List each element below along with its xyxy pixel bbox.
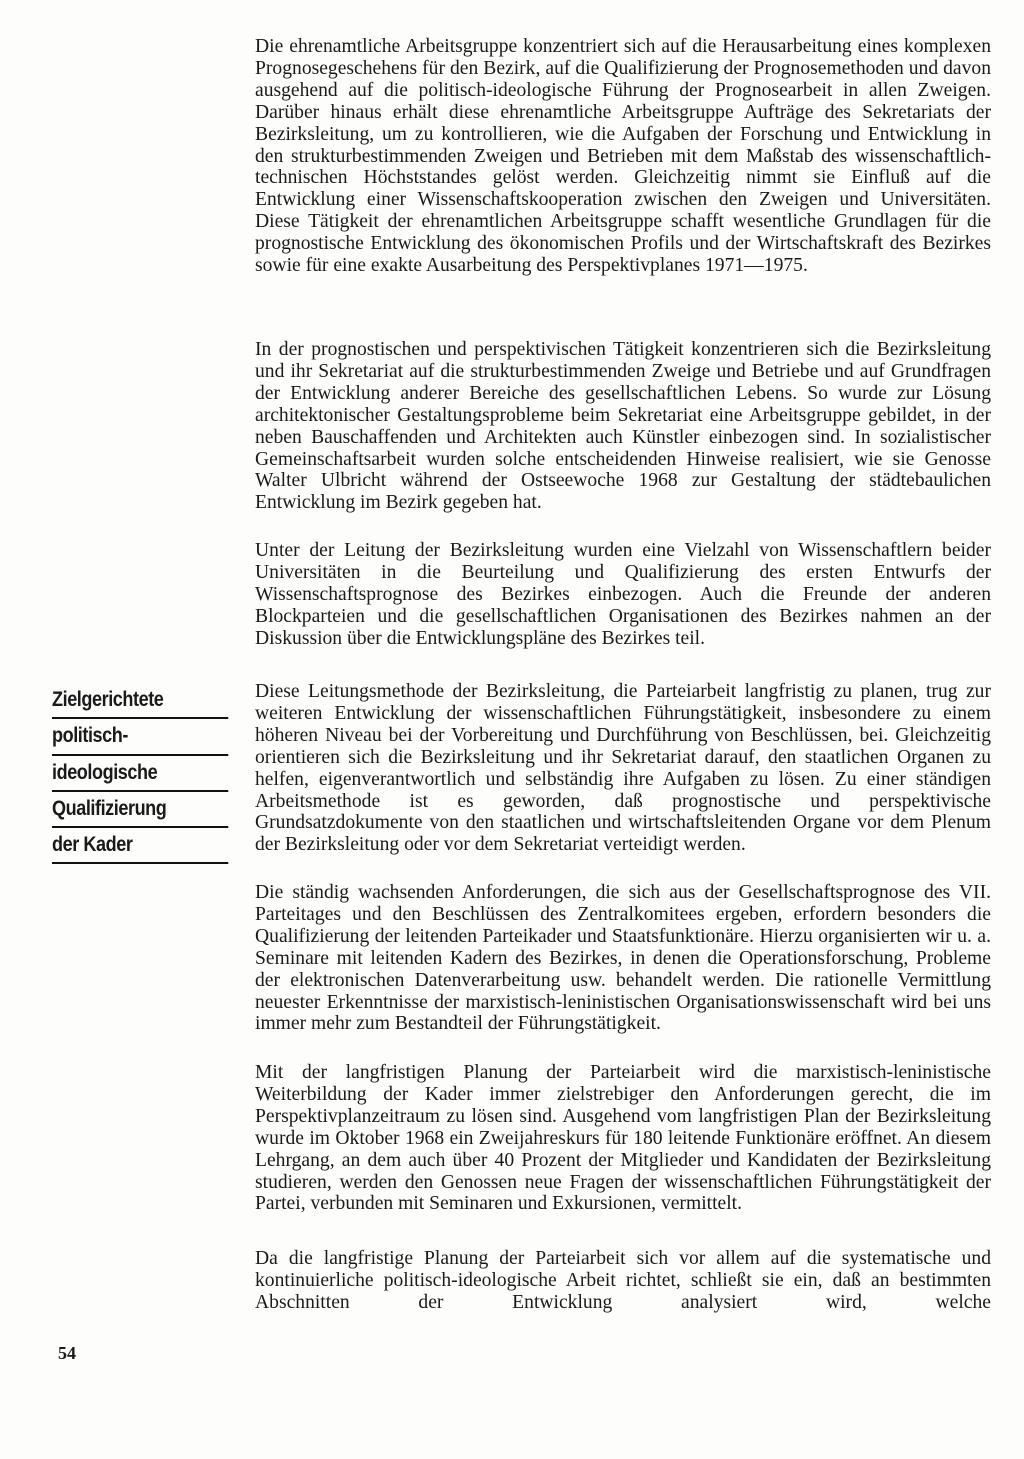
paragraph-6-block	[255, 1062, 991, 1215]
margin-heading-line-2: politisch-	[52, 719, 228, 755]
margin-heading	[52, 683, 232, 864]
paragraph-4-block	[255, 681, 991, 856]
paragraph-7-block	[255, 1248, 991, 1314]
paragraph-1-block	[255, 36, 991, 277]
paragraph-4: Diese Leitungsmethode der Bezirksleitung, die Parteiarbeit langfristig zu planen, trug zur weiteren Entwicklung der wissenschaftlichen Führungstätigkeit, insbesondere zu einem höheren Niveau bei der Vorbereitung und Durchführung von Beschlüssen, bei. Gleichzeitig orientieren sich die Bezirksleitung und ihr Sekretariat darauf, den staatlichen Organen zu helfen, eigenverantwortlich und selbständig ihre Aufgaben zu lösen. Zu einer ständigen Arbeitsmethode ist es geworden, daß prognostische und perspektivische Grundsatzdokumente von den staatlichen und wirtschaftsleitenden Organe vor dem Plenum der Bezirksleitung oder vor dem Sekretariat verteidigt werden.	[255, 681, 991, 856]
paragraph-5-block	[255, 882, 991, 1035]
margin-heading-line-3: ideologische	[52, 756, 228, 792]
paragraph-2-block	[255, 339, 991, 514]
margin-heading-line-5: der Kader	[52, 828, 228, 864]
paragraph-2: In der prognostischen und perspektivischen Tätigkeit konzentrieren sich die Bezirksleitung und ihr Sekretariat auf die strukturbestimmenden Zweige und Betriebe und auf Grundfragen der Entwicklung anderer Bereiche des gesellschaftlichen Lebens. So wurde zur Lösung architektonischer Gestaltungsprobleme beim Sekretariat eine Arbeitsgruppe gebildet, in der neben Bauschaffenden und Architekten auch Künstler einbezogen sind. In sozialistischer Gemeinschaftsarbeit wurden solche entscheidenden Hinweise realisiert, wie sie Genosse Walter Ulbricht während der Ostseewoche 1968 zur Gestaltung der städtebaulichen Entwicklung im Bezirk gegeben hat.	[255, 339, 991, 514]
paragraph-1: Die ehrenamtliche Arbeitsgruppe konzentriert sich auf die Herausarbeitung eines komplexen Prognosegeschehens für den Bezirk, auf die Qualifizierung der Prognosemethoden und davon ausgehend auf die politisch-ideologische Führung der Prognosearbeit in allen Zweigen. Darüber hinaus erhält diese ehrenamtliche Arbeitsgruppe Aufträge des Sekretariats der Bezirksleitung, um zu kontrollieren, wie die Aufgaben der Forschung und Entwicklung in den strukturbestimmenden Zweigen und Betrieben mit dem Maßstab des wissenschaftlich-technischen Höchststandes gelöst werden. Gleichzeitig nimmt sie Einfluß auf die Entwicklung einer Wissenschaftskooperation zwischen den Zweigen und Universitäten. Diese Tätigkeit der ehrenamtlichen Arbeitsgruppe schafft wesentliche Grundlagen für die prognostische Entwicklung des ökonomischen Profils und der Wirtschaftskraft des Bezirkes sowie für eine exakte Ausarbeitung des Perspektivplanes 1971—1975.	[255, 36, 991, 277]
paragraph-3: Unter der Leitung der Bezirksleitung wurden eine Vielzahl von Wissenschaftlern beider Universitäten in die Beurteilung und Qualifizierung des ersten Entwurfs der Wissenschaftsprognose des Bezirkes einbezogen. Auch die Freunde der anderen Blockparteien und die gesellschaftlichen Organisationen des Bezirkes nahmen an der Diskussion über die Entwicklungspläne des Bezirkes teil.	[255, 540, 991, 649]
paragraph-3-block	[255, 540, 991, 650]
paragraph-7: Da die langfristige Planung der Parteiarbeit sich vor allem auf die systematische und kontinuierliche politisch-ideologische Arbeit richtet, schließt sie ein, daß an bestimmten Abschnitten der Entwicklung analysiert wird, welche	[255, 1248, 991, 1313]
paragraph-5: Die ständig wachsenden Anforderungen, die sich aus der Gesellschaftsprognose des VII. Parteitages und den Beschlüssen des Zentralkomitees ergeben, erfordern besonders die Qualifizierung der leitenden Parteikader und Staatsfunktionäre. Hierzu organisierten wir u. a. Seminare mit leitenden Kadern des Bezirkes, in denen die Operationsforschung, Probleme der elektronischen Datenverarbeitung usw. behandelt werden. Die rationelle Vermittlung neuester Erkenntnisse der marxistisch-leninistischen Organisationswissenschaft wird bei uns immer mehr zum Bestandteil der Führungstätigkeit.	[255, 882, 991, 1035]
page-number: 54	[58, 1343, 76, 1363]
paragraph-6: Mit der langfristigen Planung der Parteiarbeit wird die marxistisch-leninistische Weiterbildung der Kader immer zielstrebiger den Anforderungen gerecht, die im Perspektivplanzeitraum zu lösen sind. Ausgehend vom langfristigen Plan der Bezirksleitung wurde im Oktober 1968 ein Zweijahreskurs für 180 leitende Funktionäre eröffnet. An diesem Lehrgang, an dem auch über 40 Prozent der Mitglieder und Kandidaten der Bezirksleitung studieren, werden den Genossen neue Fragen der wissenschaftlichen Führungstätigkeit der Partei, verbunden mit Seminaren und Exkursionen, vermittelt.	[255, 1062, 991, 1215]
margin-heading-line-1: Zielgerichtete	[52, 683, 228, 719]
margin-heading-line-4: Qualifizierung	[52, 792, 228, 828]
